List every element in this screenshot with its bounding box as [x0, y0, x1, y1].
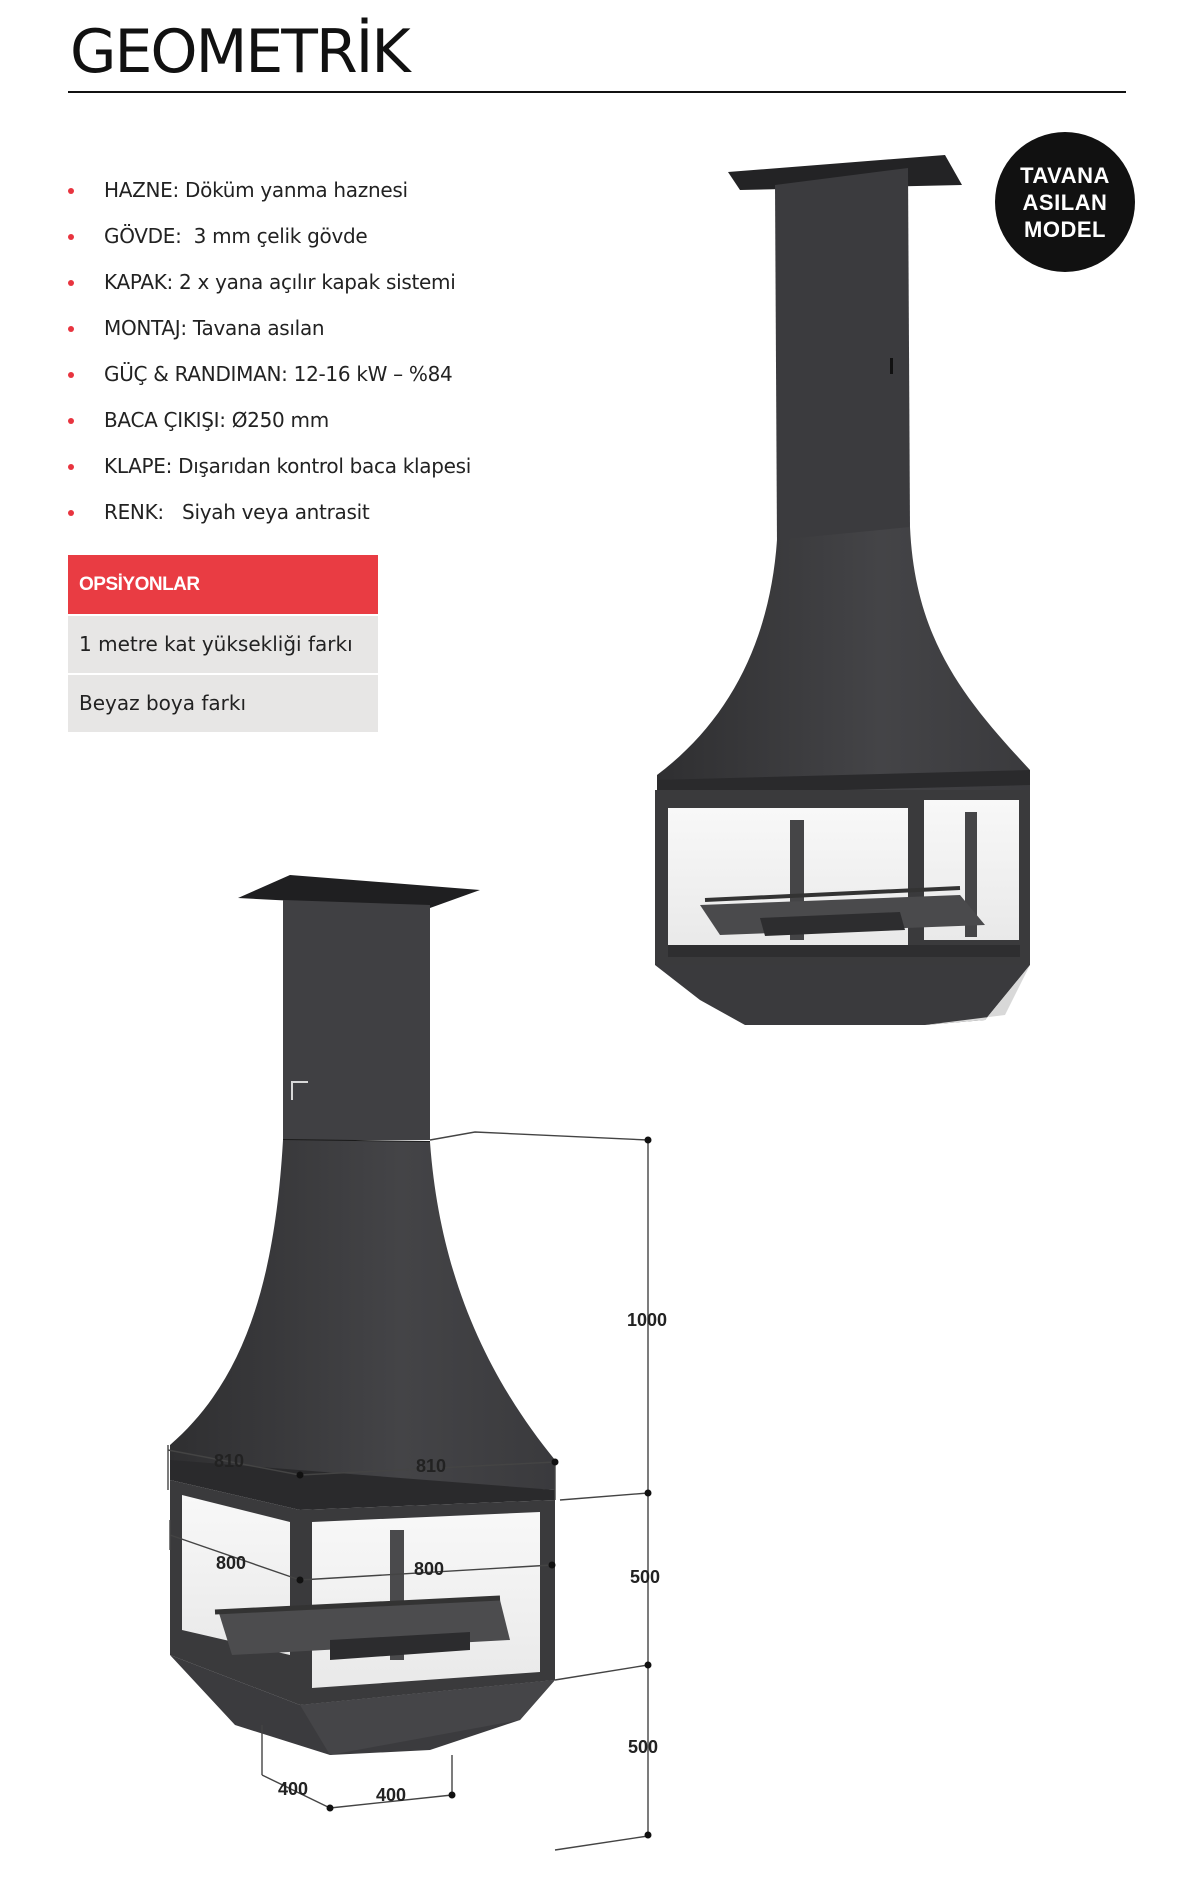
spec-value: Siyah veya antrasit	[182, 500, 370, 524]
spec-label: KLAPE:	[104, 454, 173, 478]
fireplace-render-top	[655, 155, 1030, 1025]
hood	[657, 527, 1030, 790]
spec-label: KAPAK:	[104, 270, 173, 294]
spec-label: BACA ÇIKIŞI:	[104, 408, 226, 432]
badge-line: TAVANA	[1020, 162, 1110, 188]
chimney-flue	[775, 168, 910, 545]
spec-value: Ø250 mm	[231, 408, 329, 432]
spec-label: HAZNE:	[104, 178, 179, 202]
options-heading: OPSİYONLAR	[68, 555, 378, 614]
dim-glass-height: 500	[630, 1567, 661, 1587]
damper-handle-icon	[890, 358, 893, 374]
badge-line: ASILAN	[1022, 189, 1108, 215]
dim-base-height: 500	[628, 1737, 659, 1757]
spec-label: GÜÇ & RANDIMAN:	[104, 362, 288, 386]
spec-label: MONTAJ:	[104, 316, 187, 340]
dim-glass-width-left: 800	[216, 1553, 247, 1573]
badge-line: MODEL	[1024, 216, 1106, 242]
page-title: GEOMETRİK	[70, 17, 409, 87]
chimney-flue	[283, 900, 430, 1140]
firebox-base-rail	[668, 945, 1020, 957]
dim-glass-width-right: 800	[414, 1559, 445, 1579]
spec-label: GÖVDE:	[104, 224, 182, 248]
dim-top-width-right: 810	[416, 1456, 447, 1476]
spec-value: 2 x yana açılır kapak sistemi	[179, 270, 456, 294]
dim-base-right: 400	[376, 1785, 407, 1805]
spec-value: Tavana asılan	[192, 316, 325, 340]
spec-value: 12-16 kW – %84	[293, 362, 453, 386]
base-tray	[655, 965, 1030, 1025]
dim-hood-height: 1000	[627, 1310, 668, 1330]
spec-value: 3 mm çelik gövde	[193, 224, 368, 248]
fireplace-render-dimensioned	[170, 875, 555, 1755]
dim-top-width-left: 810	[214, 1451, 245, 1471]
spec-value: Dışarıdan kontrol baca klapesi	[178, 454, 471, 478]
spec-value: Döküm yanma haznesi	[185, 178, 408, 202]
dim-base-left: 400	[278, 1779, 309, 1799]
spec-label: RENK:	[104, 500, 164, 524]
option-row: Beyaz boya farkı	[68, 673, 378, 732]
option-row: 1 metre kat yüksekliği farkı	[68, 614, 378, 673]
hood	[170, 1140, 555, 1490]
